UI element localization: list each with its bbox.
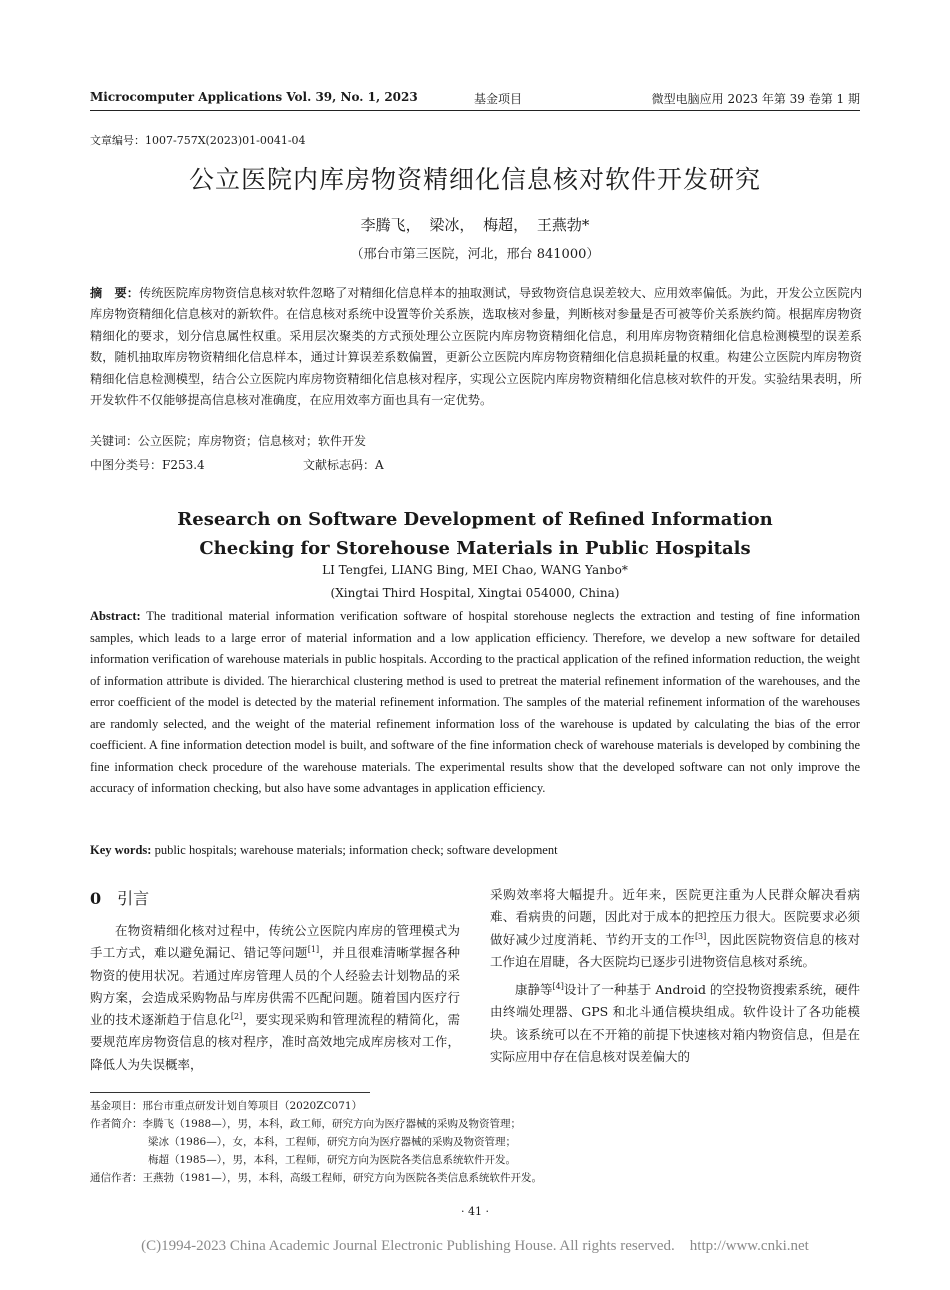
paragraph-text: ，并且很难清晰掌握各种物资的使用状况。若通过库房管理人员的个人经验去计划物品的采购方案，会造成采购物品与库房供需不匹配问题。随着国内医疗行业的技术逐渐趋于信息化	[90, 945, 460, 1028]
abstract-english-label: Abstract:	[90, 609, 141, 623]
section-title: 引言	[117, 889, 150, 908]
paragraph	[90, 920, 460, 1076]
paragraph-text: ，因此医院物资信息的核对工作迫在眉睫，各大医院均已逐步引进物资信息核对系统。	[490, 931, 860, 969]
article-number: 文章编号：1007-757X(2023)01-0041-04	[90, 134, 306, 147]
keywords-english	[90, 843, 558, 858]
keywords-chinese: 关键词：公立医院；库房物资；信息核对；软件开发	[90, 434, 367, 448]
footnote-author-3: 梅超（1985—），男，本科，工程师，研究方向为医院各类信息系统软件开发。	[148, 1154, 516, 1166]
citation: [4]	[552, 982, 564, 992]
page-number: · 41 ·	[461, 1205, 489, 1218]
footnote-fund: 基金项目：邢台市重点研发计划自筹项目（2020ZC071）	[90, 1100, 363, 1112]
footnote-author-2: 梁冰（1986—），女，本科，工程师，研究方向为医疗器械的采购及物资管理；	[148, 1136, 516, 1148]
title-chinese: 公立医院内库房物资精细化信息核对软件开发研究	[188, 165, 761, 194]
footnote-divider	[90, 1092, 370, 1093]
affiliation-english: (Xingtai Third Hospital, Xingtai 054000, China)	[330, 586, 620, 600]
footnote-corresponding-author: 通信作者：王燕勃（1981—），男，本科，高级工程师，研究方向为医院各类信息系统软件开发。	[90, 1172, 542, 1184]
body-column-right	[490, 884, 860, 1068]
copyright-watermark: (C)1994-2023 China Academic Journal Electronic Publishing House. All rights reserved. http://www.cnki.net	[141, 1238, 809, 1254]
paragraph-text: 设计了一种基于 Android 的空投物资搜索系统，硬件由终端处理器、GPS 和北斗通信模块组成。软件设计了各功能模块。该系统可以在不开箱的前提下快速核对箱内物资信息，但是在实际应用中存在信息核对误差偏大的	[490, 982, 860, 1065]
paragraph-text: 采购效率将大幅提升。近年来，医院更注重为人民群众解决看病难、看病贵的问题，因此对于成本的把控压力很大。医院要求必须做好减少过度消耗、节约开支的工作	[490, 887, 860, 947]
footnotes	[90, 1097, 860, 1187]
section-heading-introduction	[90, 888, 460, 910]
abstract-english-text: The traditional material information verification software of hospital storehouse neglects the extraction and testing of fine information samples, which leads to a large error of material information and a low application efficiency. Therefore, we develop a new software for detailed information verification of warehouse materials in public hospitals. According to the practical application of the refined information reduction, the weight of information attribute is divided. The hierarchical clustering method is used to pretreat the material refinement information of the warehouses, and the error coefficient of the model is detected by the material refinement information. The samples of the material refinement information of the warehouses are randomly selected, and the weight of the material refinement information loss of the warehouse is updated by calculating the bias of the error coefficient. A fine information detection model is built, and software of the fine information check of warehouse materials is developed by combining the fine information check procedure of the warehouse materials. The experimental results show that the developed software can not only improve the accuracy of information checking, but also have some advantages in application efficiency.	[90, 609, 860, 795]
header-journal-en: Microcomputer Applications Vol. 39, No. 1, 2023	[90, 90, 418, 104]
paragraph	[490, 884, 860, 973]
citation: [1]	[307, 945, 320, 955]
authors-english: LI Tengfei, LIANG Bing, MEI Chao, WANG Yanbo*	[322, 563, 628, 577]
abstract-chinese-text: 传统医院库房物资信息核对软件忽略了对精细化信息样本的抽取测试，导致物资信息误差较大、应用效率偏低。为此，开发公立医院内库房物资精细化信息核对的新软件。在信息核对系统中设置等价关系族，选取核对参量，判断核对参量是否可被等价关系族约简。根据库房物资精细化的要求，划分信息属性权重。采用层次聚类的方式预处理公立医院内库房物资精细化信息，利用库房物资精细化信息检测模型的误差系数，随机抽取库房物资精细化信息样本，通过计算误差系数偏置，更新公立医院内库房物资精细化信息损耗量的权重。构建公立医院内库房物资精细化信息检测模型，结合公立医院内库房物资精细化信息核对程序，实现公立医院内库房物资精细化信息核对软件的开发。实验结果表明，所开发软件不仅能够提高信息核对准确度，在应用效率方面也具有一定优势。	[90, 286, 863, 408]
abstract-english	[90, 606, 860, 800]
paragraph-text: ，要实现采购和管理流程的精简化，需要规范库房物资信息的核对程序，准时高效地完成库房核对工作，降低人为失误概率，	[90, 1012, 460, 1072]
classification-line	[90, 456, 384, 473]
footnote-author-1: 作者简介：李腾飞（1988—），男，本科，政工师，研究方向为医疗器械的采购及物资管理；	[90, 1118, 521, 1130]
abstract-chinese-label: 摘 要：	[90, 286, 140, 300]
abstract-chinese	[90, 283, 862, 411]
header-section: 基金项目	[474, 92, 523, 106]
paragraph-text: 康静等	[515, 982, 553, 998]
clc-number: 中图分类号：F253.4	[90, 458, 205, 472]
running-header	[90, 90, 860, 110]
title-english: Research on Software Development of Refined Information Checking for Storehouse Materials in Public Hospitals	[177, 509, 773, 559]
section-number: 0	[90, 889, 102, 908]
citation: [2]	[230, 1012, 243, 1022]
keywords-english-text: public hospitals; warehouse materials; information check; software development	[154, 843, 558, 857]
header-journal-cn: 微型电脑应用 2023 年第 39 卷第 1 期	[651, 92, 860, 106]
header-divider	[90, 110, 860, 111]
document-code: 文献标志码：A	[303, 458, 384, 472]
keywords-english-label: Key words:	[90, 843, 152, 857]
paragraph-text: 在物资精细化核对过程中，传统公立医院内库房的管理模式为手工方式，难以避免漏记、错记等问题	[90, 923, 460, 961]
authors-chinese: 李腾飞， 梁冰， 梅超， 王燕勃*	[360, 216, 590, 234]
citation: [3]	[694, 931, 707, 941]
paragraph	[490, 979, 860, 1068]
body-column-left	[90, 888, 460, 1076]
affiliation-chinese: （邢台市第三医院，河北，邢台 841000）	[350, 247, 600, 262]
